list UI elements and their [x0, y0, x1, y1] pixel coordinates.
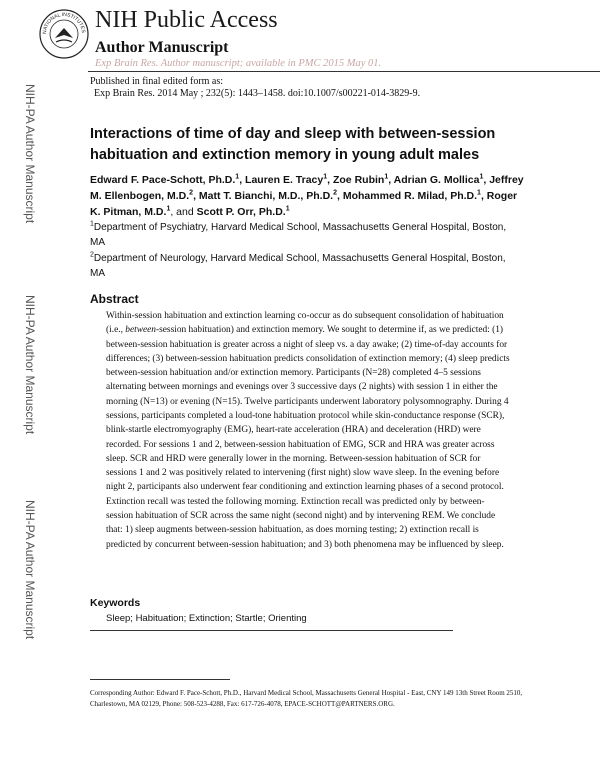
author-affiliation-marker: 1	[235, 173, 240, 181]
footnote-divider	[90, 679, 230, 680]
author-separator: ,	[193, 190, 199, 202]
author-name: Lauren E. Tracy	[245, 174, 324, 186]
affiliation-2	[90, 251, 520, 281]
author-separator: , and	[170, 206, 197, 218]
keywords-list: Sleep; Habituation; Extinction; Startle; Orienting	[106, 613, 307, 624]
author-affiliation-marker: 1	[477, 189, 481, 197]
author-name: Scott P. Orr, Ph.D.	[196, 206, 286, 218]
author-name: Roger K. Pitman, M.D.	[90, 190, 518, 218]
author-separator: ,	[337, 190, 343, 202]
nih-seal-logo	[38, 8, 90, 60]
author-name: Edward F. Pace-Schott, Ph.D.	[90, 174, 236, 186]
published-final-form: Published in final edited form as:	[90, 76, 224, 87]
side-label-middle: NIH-PA Author Manuscript	[23, 295, 37, 435]
side-label-bottom: NIH-PA Author Manuscript	[23, 500, 37, 640]
author-affiliation-marker: 2	[189, 189, 194, 197]
abstract-text-rest: -session habituation) and extinction memory. We sought to determine if, as we predicted: (1) between-session habituation is greater across a night of sleep vs. a day awake; (2) time-of-day accounts for differences; (3) between-session habituation predicts consolidation of extinction memory; (4) sleep predicts between-session habituation and/or extinction memory. Participants (N=28) completed 4–5 sessions alternating between mornings and evenings over 3 successive days (2 nights) with session 1 in either the morning (N=13) or evening (N=15). Twelve participants underwent laboratory polysomnography. During 4 sessions, participants completed a loud-tone habituation protocol while skin-conductance response (SCR), blink-startle electromyography (EMG), heart-rate acceleration (HRA) and deceleration (HRD) were recorded. For sessions 1 and 2, between-session habituation of EMG, SCR and HRA was greater across sleep. SCR and HRD were generally lower in the morning. Between-session habituation of SCR for sessions 1 and 2 was positively related to intervening (first night) slow wave sleep. In the evening before night 2, participants also underwent fear conditioning and extinction learning phases of a second protocol. Extinction recall was tested the following morning. Extinction recall was predicted only by between-session habituation of SCR across the same night (second night) and by intervening REM. We conclude that: 1) sleep augments between-session habituation, as does morning testing; 2) extinction recall is predicted by concurrent between-session habituation; and 3) both phenomena may be influenced by sleep.	[106, 325, 510, 550]
author-separator: ,	[480, 190, 487, 202]
side-label-top: NIH-PA Author Manuscript	[23, 84, 37, 224]
affiliation-text: Department of Psychiatry, Harvard Medical School, Massachusetts General Hospital, Boston, MA	[90, 222, 507, 248]
article-title: Interactions of time of day and sleep with between-session habituation and extinction memory in young adult males	[90, 126, 496, 163]
author-affiliation-marker: 1	[323, 173, 328, 181]
author-affiliation-marker: 1	[285, 205, 290, 213]
logo-text: NATIONAL INSTITUTES	[41, 11, 87, 35]
author-name: Zoe Rubin	[332, 174, 385, 186]
author-affiliation-marker: 1	[479, 173, 484, 181]
author-affiliation-marker: 2	[333, 189, 338, 197]
abstract-heading: Abstract	[90, 292, 139, 306]
author-separator: ,	[327, 174, 333, 186]
affiliation-number: 2	[90, 251, 94, 259]
author-affiliation-marker: 1	[384, 173, 389, 181]
author-list	[90, 172, 530, 220]
corresponding-author-footnote: Corresponding Author: Edward F. Pace-Schott, Ph.D., Harvard Medical School, Massachusetts General Hospital - East, CNY 149 13th Street Room 2510, Charlestown, MA 02129, Phone: 508-523-4288, Fax: 617-726-4078, EPACE-SCHOTT@PARTNERS.ORG.	[90, 689, 523, 708]
affiliation-text: Department of Neurology, Harvard Medical School, Massachusetts General Hospital, Boston, MA	[90, 253, 506, 279]
affiliation-1	[90, 220, 520, 250]
availability-line: Exp Brain Res. Author manuscript; available in PMC 2015 May 01.	[95, 58, 382, 69]
author-separator: ,	[239, 174, 246, 186]
nih-public-access-title: NIH Public Access	[95, 7, 278, 33]
author-name: Jeffrey M. Ellenbogen, M.D.	[90, 174, 524, 202]
author-affiliation-marker: 1	[166, 205, 171, 213]
author-manuscript-label: Author Manuscript	[95, 39, 229, 56]
citation: Exp Brain Res. 2014 May ; 232(5): 1443–1458. doi:10.1007/s00221-014-3829-9.	[94, 88, 421, 99]
author-name: Adrian G. Mollica	[393, 174, 480, 186]
abstract-emphasis: between	[125, 325, 156, 336]
author-name: Matt T. Bianchi, M.D., Ph.D.	[198, 190, 334, 202]
author-name: Mohammed R. Milad, Ph.D.	[342, 190, 478, 202]
keywords-heading: Keywords	[90, 597, 141, 609]
header-divider	[88, 71, 600, 72]
keywords-divider	[90, 630, 453, 631]
author-separator: ,	[483, 174, 490, 186]
affiliation-number: 1	[90, 220, 94, 228]
abstract-text-start: Within-session habituation and extinction learning co-occur as do subsequent consolidation of habituation (i.e.,	[106, 311, 504, 336]
abstract-body	[106, 309, 511, 552]
author-separator: ,	[388, 174, 394, 186]
